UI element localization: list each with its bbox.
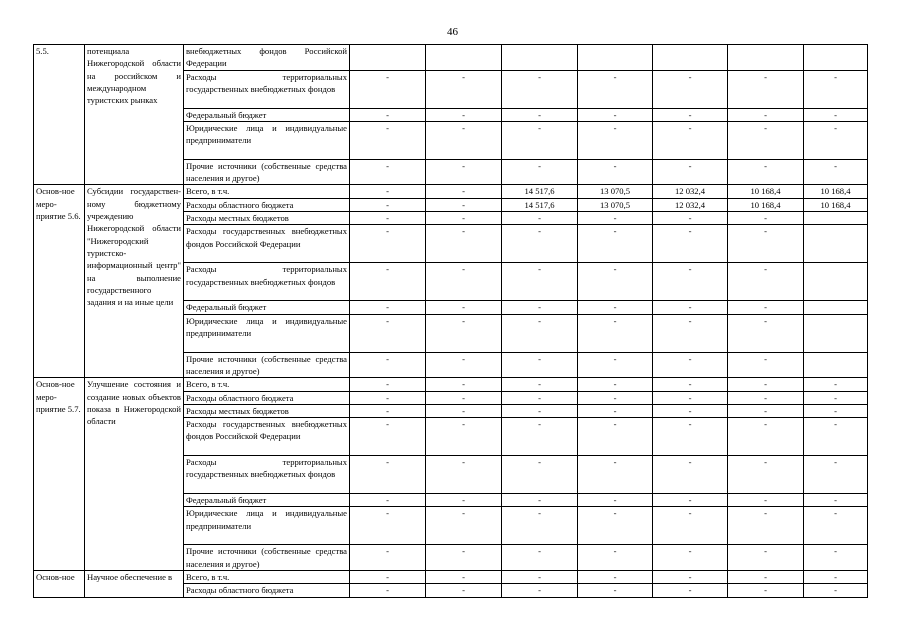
value-cell: - <box>350 212 426 225</box>
value-cell: - <box>578 494 653 507</box>
value-cell: - <box>728 159 804 185</box>
value-cell: - <box>653 507 728 545</box>
value-cell: - <box>653 404 728 417</box>
value-cell: - <box>804 545 868 571</box>
value-cell: - <box>653 418 728 456</box>
value-cell: - <box>350 159 426 185</box>
funding-source: Прочие источники (собственные средства населения и другое) <box>184 159 350 185</box>
value-cell: - <box>426 225 502 263</box>
value-cell: - <box>350 185 426 198</box>
activity-description: потенциала Нижегородской области на российском и международном туристских рынках <box>85 45 184 185</box>
value-cell: - <box>728 212 804 225</box>
value-cell: - <box>804 121 868 159</box>
funding-source: Прочие источники (собственные средства населения и другое) <box>184 545 350 571</box>
value-cell: - <box>728 301 804 314</box>
funding-source: Расходы областного бюджета <box>184 584 350 597</box>
value-cell: - <box>426 507 502 545</box>
value-cell: - <box>578 571 653 584</box>
value-cell: - <box>578 456 653 494</box>
value-cell: - <box>426 185 502 198</box>
value-cell: - <box>653 378 728 391</box>
value-cell: - <box>502 418 578 456</box>
value-cell: - <box>653 212 728 225</box>
value-cell <box>804 314 868 352</box>
value-cell <box>804 212 868 225</box>
value-cell: - <box>578 378 653 391</box>
value-cell: - <box>350 263 426 301</box>
value-cell: - <box>728 404 804 417</box>
value-cell: - <box>804 571 868 584</box>
value-cell: - <box>350 456 426 494</box>
value-cell: - <box>728 121 804 159</box>
value-cell: - <box>426 301 502 314</box>
value-cell: - <box>502 545 578 571</box>
value-cell: - <box>578 418 653 456</box>
value-cell: - <box>728 352 804 378</box>
value-cell: - <box>653 121 728 159</box>
value-cell: - <box>426 456 502 494</box>
funding-source: Всего, в т.ч. <box>184 378 350 391</box>
value-cell: - <box>578 108 653 121</box>
funding-source: Расходы государственных внебюджетных фондов Российской Федерации <box>184 418 350 456</box>
value-cell: - <box>502 456 578 494</box>
value-cell <box>804 225 868 263</box>
value-cell: - <box>426 584 502 597</box>
value-cell: - <box>502 301 578 314</box>
value-cell: - <box>728 584 804 597</box>
funding-source: Расходы областного бюджета <box>184 198 350 211</box>
budget-table <box>33 44 868 598</box>
value-cell: - <box>426 198 502 211</box>
value-cell: - <box>426 212 502 225</box>
value-cell: - <box>426 121 502 159</box>
value-cell: - <box>350 352 426 378</box>
activity-code: 5.5. <box>34 45 85 185</box>
value-cell: - <box>804 456 868 494</box>
value-cell: - <box>653 263 728 301</box>
value-cell: - <box>728 545 804 571</box>
value-cell: - <box>502 314 578 352</box>
funding-source: Расходы территориальных государственных внебюджетных фондов <box>184 70 350 108</box>
value-cell: - <box>728 418 804 456</box>
value-cell: - <box>426 404 502 417</box>
activity-code: Основ-ное меро-приятие 5.6. <box>34 185 85 378</box>
value-cell: - <box>653 494 728 507</box>
funding-source: Расходы местных бюджетов <box>184 404 350 417</box>
value-cell: - <box>653 225 728 263</box>
value-cell <box>502 45 578 71</box>
value-cell: - <box>502 404 578 417</box>
value-cell: - <box>728 314 804 352</box>
value-cell: - <box>350 571 426 584</box>
value-cell: - <box>350 507 426 545</box>
value-cell: - <box>350 225 426 263</box>
value-cell: - <box>426 378 502 391</box>
value-cell: - <box>502 108 578 121</box>
value-cell: - <box>350 198 426 211</box>
value-cell: - <box>728 391 804 404</box>
value-cell <box>350 45 426 71</box>
value-cell: - <box>578 507 653 545</box>
value-cell: - <box>653 571 728 584</box>
value-cell: - <box>502 391 578 404</box>
value-cell: - <box>426 571 502 584</box>
value-cell: - <box>653 391 728 404</box>
value-cell: - <box>578 404 653 417</box>
value-cell: - <box>728 571 804 584</box>
value-cell: - <box>350 545 426 571</box>
value-cell: - <box>350 378 426 391</box>
value-cell: - <box>728 225 804 263</box>
activity-code: Основ-ное <box>34 571 85 598</box>
value-cell: - <box>502 352 578 378</box>
value-cell: - <box>502 584 578 597</box>
value-cell: - <box>653 159 728 185</box>
funding-source: Юридические лица и индивидуальные предприниматели <box>184 507 350 545</box>
value-cell: - <box>804 404 868 417</box>
value-cell: - <box>426 159 502 185</box>
value-cell: 10 168,4 <box>804 198 868 211</box>
table-row <box>34 378 868 391</box>
value-cell: 13 070,5 <box>578 185 653 198</box>
value-cell: - <box>350 494 426 507</box>
value-cell: - <box>426 70 502 108</box>
funding-source: Расходы территориальных государственных внебюджетных фондов <box>184 263 350 301</box>
value-cell: - <box>578 545 653 571</box>
value-cell: - <box>653 352 728 378</box>
value-cell: - <box>502 121 578 159</box>
funding-source: Прочие источники (собственные средства населения и другое) <box>184 352 350 378</box>
value-cell: - <box>502 378 578 391</box>
value-cell: - <box>653 456 728 494</box>
activity-description: Субсидии государствен-ному бюджетному учреждению Нижегородской области "Нижегородский туристско-информационный центр" на выполнение государственного задания и на иные цели <box>85 185 184 378</box>
value-cell: - <box>502 263 578 301</box>
value-cell <box>804 45 868 71</box>
value-cell: - <box>804 418 868 456</box>
value-cell: - <box>426 391 502 404</box>
value-cell: - <box>578 159 653 185</box>
value-cell: - <box>578 225 653 263</box>
value-cell <box>426 45 502 71</box>
table-row <box>34 45 868 71</box>
value-cell: - <box>502 225 578 263</box>
value-cell: 14 517,6 <box>502 185 578 198</box>
value-cell: - <box>653 314 728 352</box>
value-cell: - <box>578 301 653 314</box>
value-cell <box>578 45 653 71</box>
table-row <box>34 571 868 584</box>
value-cell: - <box>426 352 502 378</box>
funding-source: Всего, в т.ч. <box>184 571 350 584</box>
activity-description: Улучшение состояния и создание новых объектов показа в Нижегородской области <box>85 378 184 571</box>
table-row <box>34 185 868 198</box>
value-cell: - <box>578 391 653 404</box>
value-cell: - <box>653 301 728 314</box>
value-cell: - <box>502 507 578 545</box>
activity-description: Научное обеспечение в <box>85 571 184 598</box>
activity-code: Основ-ное меро-приятие 5.7. <box>34 378 85 571</box>
value-cell: - <box>804 378 868 391</box>
funding-source: Федеральный бюджет <box>184 494 350 507</box>
funding-source: Расходы государственных внебюджетных фондов Российской Федерации <box>184 225 350 263</box>
value-cell: - <box>728 263 804 301</box>
value-cell: - <box>350 70 426 108</box>
value-cell <box>804 263 868 301</box>
value-cell: 10 168,4 <box>728 198 804 211</box>
value-cell: - <box>578 212 653 225</box>
value-cell: - <box>653 108 728 121</box>
funding-source: Федеральный бюджет <box>184 108 350 121</box>
value-cell: - <box>350 584 426 597</box>
value-cell: - <box>350 418 426 456</box>
funding-source: Расходы местных бюджетов <box>184 212 350 225</box>
value-cell: - <box>578 263 653 301</box>
value-cell: - <box>653 70 728 108</box>
funding-source: Юридические лица и индивидуальные предприниматели <box>184 121 350 159</box>
value-cell: - <box>350 301 426 314</box>
value-cell: - <box>804 391 868 404</box>
value-cell: - <box>728 378 804 391</box>
value-cell: 12 032,4 <box>653 185 728 198</box>
value-cell: - <box>426 108 502 121</box>
value-cell: 10 168,4 <box>804 185 868 198</box>
value-cell: - <box>426 494 502 507</box>
value-cell: - <box>426 314 502 352</box>
value-cell: 13 070,5 <box>578 198 653 211</box>
value-cell: 14 517,6 <box>502 198 578 211</box>
value-cell: - <box>350 121 426 159</box>
funding-source: Федеральный бюджет <box>184 301 350 314</box>
funding-source: Расходы территориальных государственных внебюджетных фондов <box>184 456 350 494</box>
value-cell: - <box>653 584 728 597</box>
value-cell: - <box>804 108 868 121</box>
value-cell: - <box>728 494 804 507</box>
value-cell <box>804 352 868 378</box>
value-cell: 10 168,4 <box>728 185 804 198</box>
value-cell: - <box>350 404 426 417</box>
funding-source: Расходы областного бюджета <box>184 391 350 404</box>
value-cell: - <box>804 584 868 597</box>
value-cell: - <box>578 352 653 378</box>
value-cell: - <box>426 263 502 301</box>
funding-source: внебюджетных фондов Российской Федерации <box>184 45 350 71</box>
value-cell: - <box>426 418 502 456</box>
value-cell: - <box>728 70 804 108</box>
value-cell: - <box>578 70 653 108</box>
value-cell: - <box>804 159 868 185</box>
value-cell: - <box>502 70 578 108</box>
value-cell <box>804 301 868 314</box>
value-cell: - <box>804 494 868 507</box>
value-cell: - <box>502 494 578 507</box>
value-cell <box>653 45 728 71</box>
funding-source: Всего, в т.ч. <box>184 185 350 198</box>
value-cell: - <box>502 212 578 225</box>
value-cell: - <box>502 571 578 584</box>
value-cell: - <box>653 545 728 571</box>
page-number: 46 <box>447 26 458 38</box>
funding-source: Юридические лица и индивидуальные предприниматели <box>184 314 350 352</box>
value-cell: 12 032,4 <box>653 198 728 211</box>
value-cell <box>728 45 804 71</box>
value-cell: - <box>502 159 578 185</box>
value-cell: - <box>350 108 426 121</box>
value-cell: - <box>804 507 868 545</box>
value-cell: - <box>578 314 653 352</box>
value-cell: - <box>804 70 868 108</box>
value-cell: - <box>350 314 426 352</box>
value-cell: - <box>426 545 502 571</box>
value-cell: - <box>728 456 804 494</box>
value-cell: - <box>578 121 653 159</box>
value-cell: - <box>728 507 804 545</box>
value-cell: - <box>350 391 426 404</box>
value-cell: - <box>578 584 653 597</box>
value-cell: - <box>728 108 804 121</box>
